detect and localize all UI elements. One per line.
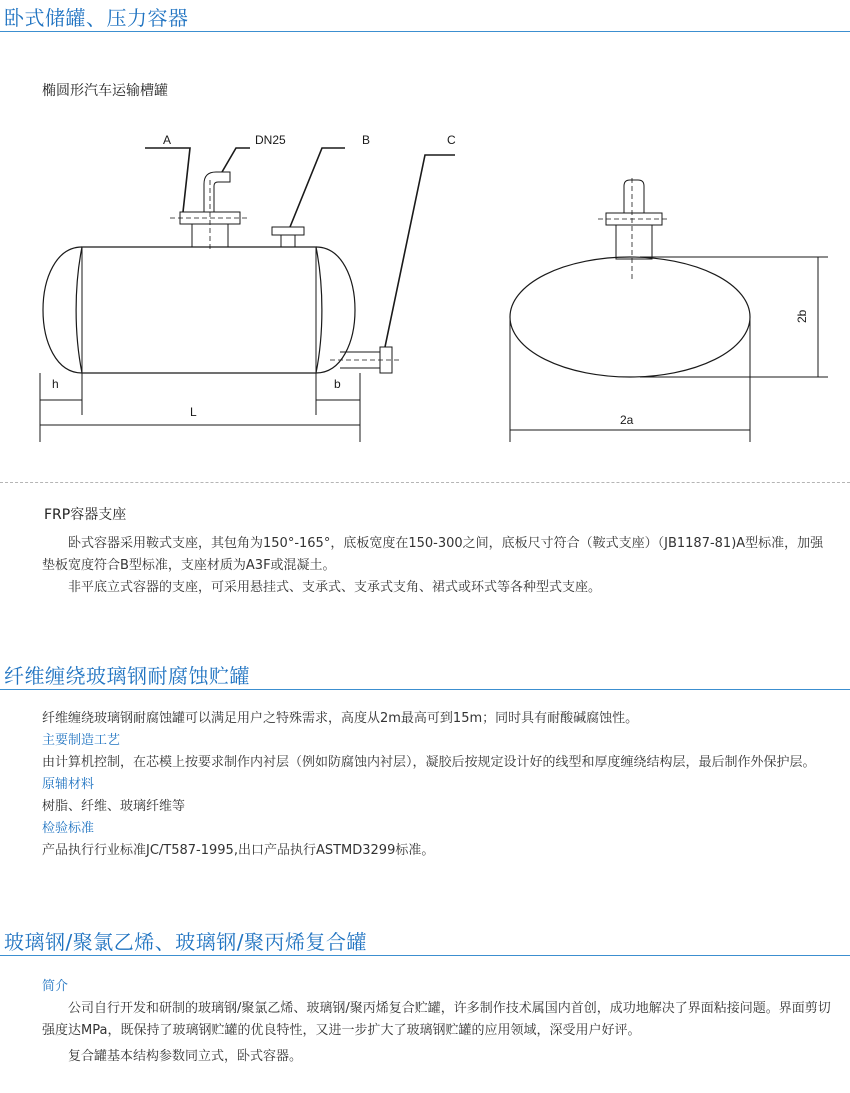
cross-pipe xyxy=(624,180,644,213)
nozzle-b-flange xyxy=(272,227,304,235)
label-c: C xyxy=(447,133,456,147)
label-2a: 2a xyxy=(620,413,634,427)
fiber-intro: 纤维缠绕玻璃钢耐腐蚀罐可以满足用户之特殊需求，高度从2m最高可到15m；同时具有耐酸碱腐蚀性。 xyxy=(42,711,639,726)
label-dn25: DN25 xyxy=(255,133,286,147)
drawing-title: 椭圆形汽车运输槽罐 xyxy=(42,83,168,99)
process-label: 主要制造工艺 xyxy=(42,733,121,748)
section-title: 纤维缠绕玻璃钢耐腐蚀贮罐 xyxy=(4,664,250,688)
inspection-text: 产品执行行业标准JC/T587-1995,出口产品执行ASTMD3299标准。 xyxy=(42,843,435,858)
leader-b xyxy=(290,148,345,227)
materials-text: 树脂、纤维、玻璃纤维等 xyxy=(42,799,186,814)
leader-c xyxy=(385,155,455,347)
label-b-small: b xyxy=(334,377,341,391)
label-b: B xyxy=(362,133,371,147)
intro-label: 简介 xyxy=(42,979,69,994)
nozzle-b-neck xyxy=(281,235,295,247)
section-header-fiber-tanks xyxy=(0,660,850,690)
dotted-separator xyxy=(0,482,850,483)
tank-technical-drawing xyxy=(0,120,850,460)
composite-paragraph-1: 公司自行开发和研制的玻璃钢/聚氯乙烯、玻璃钢/聚丙烯复合贮罐，许多制作技术属国内首创，成功地解决了界面粘接问题。界面剪切强度达MPa，既保持了玻璃钢贮罐的优良特性，又进一步扩大了玻璃钢贮罐的应用领域，深受用户好评。 xyxy=(42,1001,831,1038)
section-header-composite-tanks xyxy=(0,926,850,956)
cross-nozzle-neck xyxy=(616,225,652,259)
label-2b: 2b xyxy=(795,309,809,323)
inspection-label: 检验标准 xyxy=(42,821,95,836)
section-title: 玻璃钢/聚氯乙烯、玻璃钢/聚丙烯复合罐 xyxy=(4,930,367,954)
composite-paragraph-2: 复合罐基本结构参数同立式，卧式容器。 xyxy=(68,1049,303,1064)
composite-tank-content xyxy=(42,976,832,1068)
leader-a xyxy=(145,148,190,212)
label-l: L xyxy=(190,405,197,419)
label-a: A xyxy=(163,133,172,147)
dn25-pipe xyxy=(204,172,230,212)
leader-dn25 xyxy=(222,148,250,172)
frp-title: FRP容器支座 xyxy=(44,507,127,523)
frp-description xyxy=(42,533,832,599)
materials-label: 原辅材料 xyxy=(42,777,95,792)
label-h: h xyxy=(52,377,59,391)
section-title: 卧式储罐、压力容器 xyxy=(4,6,189,30)
fiber-tank-content xyxy=(42,708,832,862)
process-text: 由计算机控制，在芯模上按要求制作内衬层（例如防腐蚀内衬层），凝胶后按规定设计好的线型和厚度缠绕结构层，最后制作外保护层。 xyxy=(42,755,816,770)
tank-cross-section xyxy=(510,257,750,377)
tank-body-outline xyxy=(76,247,322,373)
nozzle-a-neck xyxy=(192,224,228,247)
frp-paragraph-1: 卧式容器采用鞍式支座，其包角为150°-165°，底板宽度在150-300之间，底板尺寸符合（鞍式支座）（JB1187-81)A型标准，加强垫板宽度符合B型标准，支座材质为A3F或混凝土。 xyxy=(42,536,824,573)
frp-paragraph-2: 非平底立式容器的支座，可采用悬挂式、支承式、支承式支角、裙式或环式等各种型式支座。 xyxy=(68,580,602,595)
section-header-storage-tanks xyxy=(0,2,850,32)
